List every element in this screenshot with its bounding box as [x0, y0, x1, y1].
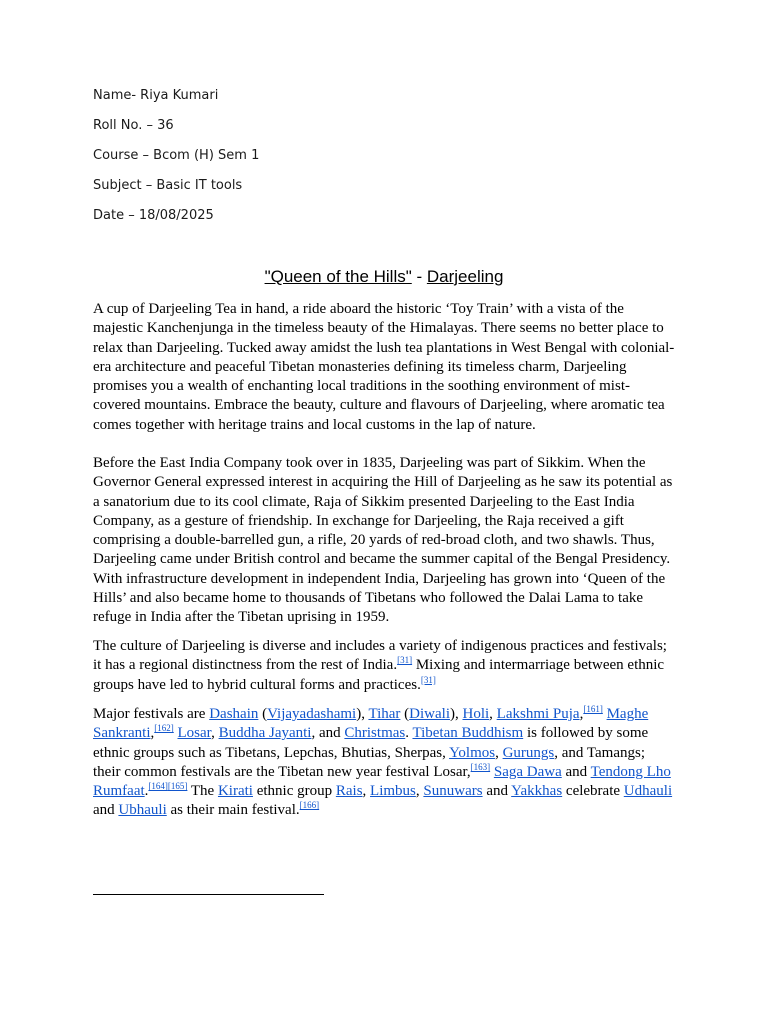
student-name: Name- Riya Kumari: [93, 88, 219, 103]
link-tibetan-buddhism[interactable]: Tibetan Buddhism: [412, 725, 524, 742]
link-sunuwars[interactable]: Sunuwars: [423, 783, 483, 800]
punct: (: [400, 706, 410, 722]
link-yakkhas[interactable]: Yakkhas: [511, 783, 563, 800]
link-kirati[interactable]: Kirati: [217, 783, 253, 800]
link-ubhauli[interactable]: Ubhauli: [118, 802, 167, 819]
festivals-text: as their main festival.: [166, 802, 300, 819]
citation-163[interactable]: [163]: [470, 761, 491, 772]
punct: , and: [311, 725, 345, 742]
culture-text-1: The culture of Darjeeling is diverse and includes a variety of indigenous practices and festivals; it has a regional distinctness from the rest of India.: [93, 638, 667, 674]
link-vijayadashami[interactable]: Vijayadashami: [267, 706, 357, 722]
paragraph-festivals: [93, 705, 675, 821]
link-yolmos[interactable]: Yolmos: [449, 744, 496, 761]
paragraph-history: [93, 454, 675, 628]
punct: and: [561, 763, 591, 780]
punct: ,: [415, 783, 424, 800]
punct: ,: [362, 783, 371, 800]
title-separator: -: [411, 267, 427, 286]
festivals-text: celebrate: [562, 783, 624, 800]
link-udhauli[interactable]: Udhauli: [623, 783, 673, 800]
punct: .: [144, 783, 149, 800]
link-christmas[interactable]: Christmas: [344, 725, 406, 742]
punct: and: [93, 802, 119, 819]
citation-161[interactable]: [161]: [583, 704, 603, 714]
title-place: Darjeeling: [426, 267, 504, 286]
link-holi[interactable]: Holi: [462, 706, 490, 722]
citation-164[interactable]: [164]: [148, 781, 168, 792]
link-buddha-jayanti[interactable]: Buddha Jayanti: [218, 725, 312, 742]
link-tendong-lho-rumfaat[interactable]: Tendong Lho Rumfaat: [93, 763, 671, 800]
citation-166[interactable]: [166]: [299, 800, 320, 811]
punct: ,: [211, 725, 219, 742]
link-diwali[interactable]: Diwali: [409, 706, 450, 722]
subject: Subject – Basic IT tools: [93, 178, 243, 193]
course: Course – Bcom (H) Sem 1: [93, 148, 260, 163]
paragraph-history-text: Before the East India Company took over in 1835, Darjeeling was part of Sikkim. When the Governor General expressed interest in acquiring the Hill of Darjeeling as he saw its potential as a sanatorium due to its cool climate, Raja of Sikkim presented Darjeeling to the East India Company, as a gesture of friendship. In exchange for Darjeeling, the Raja received a gift comprising a double-barrelled gun, a rifle, 20 yards of red-broad cloth, and two shawls. Thus, Darjeeling came under British control and became the summer capital of the Bengal Presidency. With infrastructure development in independent India, Darjeeling has grown into ‘Queen of the Hills’ and also became home to thousands of Tibetans who followed the Dalai Lama to take refuge in India after the Tibetan uprising in 1959.: [93, 455, 673, 626]
paragraph-culture: [93, 637, 675, 695]
link-tihar[interactable]: Tihar: [368, 706, 401, 722]
date: Date – 18/08/2025: [93, 208, 214, 223]
punct: ,: [579, 706, 584, 722]
link-gurungs[interactable]: Gurungs: [502, 744, 555, 761]
punct: ,: [495, 744, 503, 761]
festivals-text: Major festivals are: [93, 706, 210, 722]
punct: (: [258, 706, 268, 722]
link-limbus[interactable]: Limbus: [370, 783, 416, 800]
link-maghe-sankranti[interactable]: Maghe Sankranti: [93, 706, 649, 742]
punct: ),: [449, 706, 463, 722]
punct: and: [482, 783, 512, 800]
citation-162[interactable]: [162]: [154, 723, 174, 734]
link-saga-dawa[interactable]: Saga Dawa: [493, 763, 562, 780]
footnote-separator: [93, 894, 324, 895]
punct: ,: [150, 725, 155, 742]
paragraph-intro: [93, 300, 675, 435]
document-title: [0, 267, 768, 287]
culture-text-2: Mixing and intermarriage between ethnic groups have led to hybrid cultural forms and practices.: [93, 657, 665, 693]
paragraph-intro-text: A cup of Darjeeling Tea in hand, a ride aboard the historic ‘Toy Train’ with a vista of the majestic Kanchenjunga in the timeless beauty of the Himalayas. There seems no better place to relax than Darjeeling. Tucked away amidst the lush tea plantations in West Bengal with colonial-era architecture and peaceful Tibetan monasteries defining its timeless charm, Darjeeling promises you a wealth of enchanting local traditions in the soothing environment of mist-covered mountains. Embrace the beauty, culture and flavours of Darjeeling, where aromatic tea comes together with heritage trains and local customs in the lap of nature.: [93, 301, 675, 433]
festivals-text: ethnic group: [252, 783, 336, 800]
link-losar[interactable]: Losar: [177, 725, 212, 742]
punct: ),: [356, 706, 369, 722]
punct: .: [405, 725, 413, 742]
festivals-text: , and Tamangs; their common festivals are the Tibetan new year festival Losar,: [93, 744, 646, 780]
festivals-text: The: [187, 783, 218, 800]
citation-165[interactable]: [165]: [167, 781, 188, 792]
roll-number: Roll No. – 36: [93, 118, 174, 133]
citation-31[interactable]: [31]: [420, 674, 436, 685]
link-rais[interactable]: Rais: [335, 783, 363, 800]
link-dashain[interactable]: Dashain: [209, 706, 259, 722]
festivals-text: is followed by some ethnic groups such as Tibetans, Lepchas, Bhutias, Sherpas,: [93, 725, 649, 761]
link-lakshmi-puja[interactable]: Lakshmi Puja: [496, 706, 580, 722]
citation-31[interactable]: [31]: [397, 655, 413, 666]
punct: ,: [489, 706, 497, 722]
title-quote: "Queen of the Hills": [264, 267, 412, 286]
